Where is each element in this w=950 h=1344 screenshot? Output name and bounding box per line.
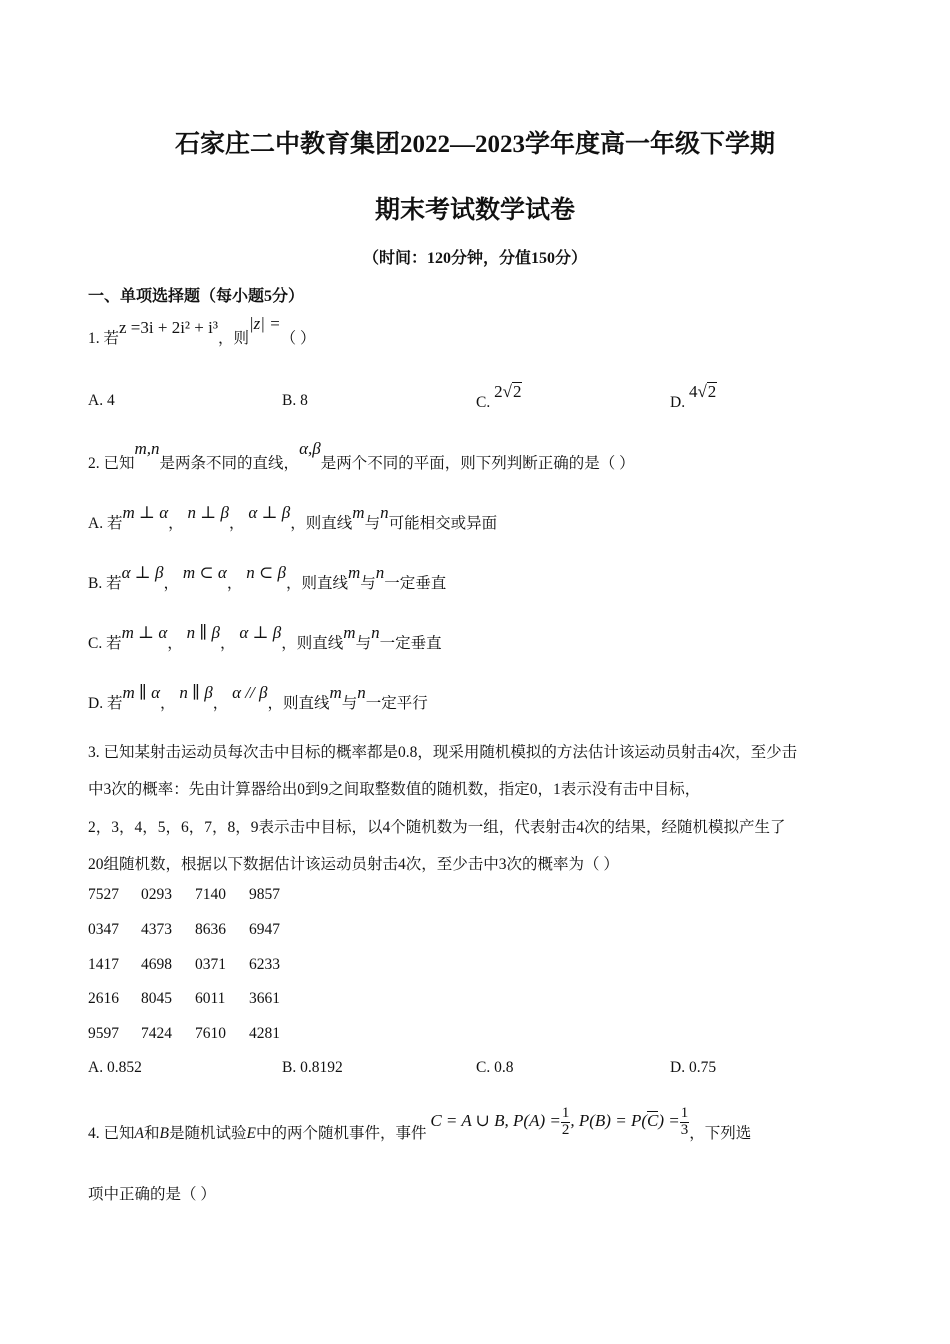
random-number-cell: 7424 (141, 1025, 172, 1042)
sep: ， (226, 575, 243, 592)
sep: ， (163, 575, 179, 592)
yu: 与 (355, 635, 372, 652)
q4-B: B (159, 1125, 169, 1143)
q4-formula (430, 1105, 689, 1138)
n: n (357, 683, 366, 702)
conclusion: 一定平行 (365, 695, 428, 712)
q3-option-a: A. 0.852 (88, 1059, 142, 1076)
q1-option-d-label: D. (670, 394, 686, 411)
cond-1: m ⊥ α (122, 503, 169, 522)
q3-option-b: B. 0.8192 (282, 1059, 343, 1076)
sep: ， (168, 515, 184, 532)
label: B. 若 (88, 575, 122, 592)
m: m (347, 563, 361, 582)
sep: ， (167, 635, 183, 652)
cond-3: α // β (232, 683, 268, 702)
q1-mid: ，则 (217, 330, 249, 347)
n: n (375, 563, 385, 582)
numerator: 1 (561, 1105, 570, 1121)
q2-alpha-beta: α,β (299, 439, 321, 458)
then: ，则直线 (285, 575, 348, 592)
exam-info: （时间：120分钟，分值150分） (362, 250, 587, 267)
q4-E: E (246, 1125, 256, 1143)
q1-abs-z: |z| = (248, 314, 281, 333)
q1-prefix: 1. 若 (88, 330, 120, 347)
random-number-cell: 7140 (195, 886, 226, 903)
random-number-cell: 2616 (88, 990, 119, 1007)
yu: 与 (341, 695, 358, 712)
cond-3: α ⊥ β (248, 503, 291, 522)
denominator: 2 (561, 1121, 570, 1138)
conclusion: 一定垂直 (379, 635, 442, 652)
question-2 (88, 439, 635, 473)
m: m (329, 683, 342, 702)
label: A. 若 (88, 515, 123, 532)
cond-2: n ∥ β (179, 683, 213, 702)
cond-2: n ∥ β (186, 623, 220, 642)
q4-line-2: 项中正确的是（ ） (88, 1186, 216, 1203)
conclusion: 一定垂直 (384, 575, 447, 592)
q4-expr3: ) = (658, 1111, 680, 1131)
q2-prefix: 2. 已知 (88, 455, 135, 472)
random-number-cell: 6011 (195, 990, 226, 1007)
random-number-cell: 4373 (141, 921, 172, 938)
q4-t1: 4. 已知 (88, 1125, 135, 1143)
radicand: 2 (707, 382, 717, 401)
yu: 与 (364, 515, 381, 532)
random-number-cell: 0347 (88, 921, 119, 938)
q2-mn: m,n (134, 439, 160, 458)
radicand: 2 (512, 382, 522, 401)
q1-option-c-label: C. (476, 394, 491, 411)
cond-2: n ⊥ β (187, 503, 229, 522)
random-number-cell: 4698 (141, 956, 172, 973)
then: ，则直线 (281, 635, 344, 652)
cond-1: α ⊥ β (121, 563, 164, 582)
n: n (380, 503, 389, 522)
q3-option-c: C. 0.8 (476, 1059, 514, 1076)
conclusion: 可能相交或异面 (388, 515, 498, 532)
random-number-cell: 3661 (249, 990, 280, 1007)
cond-3: α ⊥ β (239, 623, 282, 642)
q1-option-b: B. 8 (282, 392, 308, 409)
q1-paren: （ ） (280, 330, 316, 347)
sep: ， (220, 635, 236, 652)
title-line-2: 期末考试数学试卷 (374, 197, 575, 224)
random-number-cell: 6233 (249, 956, 280, 973)
q2-option-b (88, 563, 447, 593)
q3-line-3: 2，3，4，5，6，7，8，9表示击中目标，以4个随机数为一组，代表射击4次的结果，经随机模拟产生了 (88, 819, 786, 836)
title-line-1: 石家庄二中教育集团2022—2023学年度高一年级下学期 (174, 131, 775, 158)
section-heading: 一、单项选择题（每小题5分） (88, 288, 305, 305)
q4-t3: 中的两个随机事件，事件 (255, 1125, 427, 1143)
question-4 (88, 1105, 752, 1151)
sep: ， (212, 695, 229, 712)
label: D. 若 (88, 695, 123, 712)
n: n (371, 623, 380, 642)
q4-he: 和 (143, 1125, 160, 1143)
q2-text-1: 是两条不同的直线， (159, 455, 300, 472)
q4-expr2: , P(B) = P( (570, 1111, 647, 1131)
q1-option-c-value: 2√2 (494, 382, 522, 401)
cond-2: m ⊂ α (182, 563, 227, 582)
yu: 与 (360, 575, 376, 592)
cond-3: n ⊂ β (246, 563, 286, 582)
random-number-cell: 0293 (141, 886, 172, 903)
q4-expr1: C = A ∪ B, P(A) = (430, 1111, 561, 1131)
random-number-cell: 7527 (88, 886, 119, 903)
q4-fraction-1 (561, 1106, 571, 1139)
q2-option-c (88, 623, 442, 653)
q2-option-d (88, 683, 428, 713)
q4-c-complement: C (646, 1111, 659, 1131)
random-number-cell: 9857 (249, 886, 280, 903)
q2-option-a (88, 503, 498, 533)
random-number-cell: 8636 (195, 921, 226, 938)
random-number-cell: 1417 (88, 956, 119, 973)
random-number-cell: 4281 (249, 1025, 280, 1042)
cond-1: m ∥ α (122, 683, 161, 702)
q2-text-2: 是两个不同的平面，则下列判断正确的是（ ） (320, 455, 635, 472)
q1-option-d-value: 4√2 (688, 382, 717, 401)
coef: 4 (688, 382, 698, 401)
random-number-cell: 8045 (141, 990, 172, 1007)
m: m (343, 623, 356, 642)
q3-line-2: 中3次的概率：先由计算器给出0到9之间取整数值的随机数，指定0，1表示没有击中目标， (88, 781, 701, 798)
cond-1: m ⊥ α (121, 623, 168, 642)
q1-option-c (476, 382, 522, 412)
q1-option-a: A. 4 (88, 392, 115, 409)
q4-A: A (134, 1125, 144, 1143)
sep: ， (229, 515, 245, 532)
coef: 2 (494, 382, 503, 401)
then: ，则直线 (267, 695, 330, 712)
q1-expression: z =3i + 2i² + i³ (119, 318, 218, 337)
random-number-cell: 7610 (195, 1025, 226, 1042)
question-1 (88, 314, 316, 348)
q1-option-d (670, 382, 717, 412)
q4-fraction-2 (680, 1106, 690, 1139)
numerator: 1 (680, 1105, 689, 1121)
q3-line-4: 20组随机数，根据以下数据估计该运动员射击4次，至少击中3次的概率为（ ） (88, 856, 619, 873)
sep: ， (160, 695, 176, 712)
then: ，则直线 (290, 515, 353, 532)
q3-line-1: 3. 已知某射击运动员每次击中目标的概率都是0.8，现采用随机模拟的方法估计该运动员射击4次，至少击 (88, 744, 798, 761)
random-number-cell: 9597 (88, 1025, 119, 1042)
m: m (352, 503, 365, 522)
q4-t4: ，下列选 (689, 1125, 752, 1143)
random-number-cell: 6947 (249, 921, 280, 938)
random-number-cell: 0371 (195, 956, 226, 973)
denominator: 3 (680, 1121, 689, 1138)
q4-t2: 是随机试验 (168, 1125, 247, 1143)
q3-option-d: D. 0.75 (670, 1059, 717, 1076)
label: C. 若 (88, 635, 122, 652)
